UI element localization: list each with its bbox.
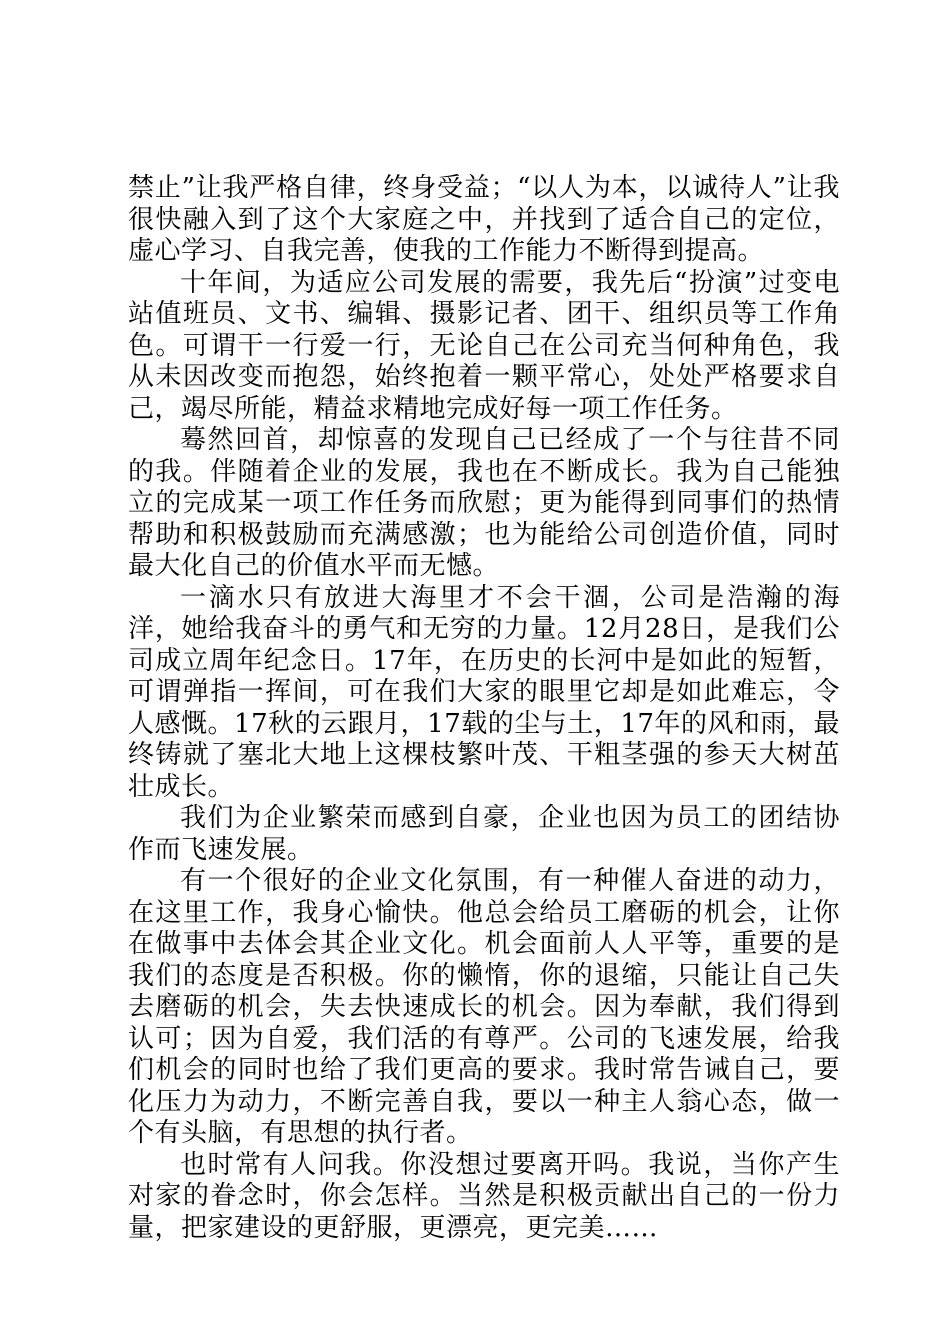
paragraph-5: 我们为企业繁荣而感到自豪，企业也因为员工的团结协作而飞速发展。 — [128, 803, 840, 865]
document-body — [128, 173, 840, 1244]
paragraph-2: 十年间，为适应公司发展的需要，我先后“扮演”过变电站值班员、文书、编辑、摄影记者、团干、组织员等工作角色。可谓干一行爱一行，无论自己在公司充当何种角色，我从未因改变而抱怨，始终抱着一颗平常心，处处严格要求自己，竭尽所能，精益求精地完成好每一项工作任务。 — [128, 267, 840, 424]
paragraph-4: 一滴水只有放进大海里才不会干涸，公司是浩瀚的海洋，她给我奋斗的勇气和无穷的力量。12月28日，是我们公司成立周年纪念日。17年，在历史的长河中是如此的短暂，可谓弹指一挥间，可在我们大家的眼里它却是如此难忘，令人感慨。17秋的云跟月，17载的尘与土，17年的风和雨，最终铸就了塞北大地上这棵枝繁叶茂、干粗茎强的参天大树茁壮成长。 — [128, 582, 840, 802]
paragraph-7: 也时常有人问我。你没想过要离开吗。我说，当你产生对家的眷念时，你会怎样。当然是积极贡献出自己的一份力量，把家建设的更舒服，更漂亮，更完美…… — [128, 1149, 840, 1243]
paragraph-3: 蓦然回首，却惊喜的发现自己已经成了一个与往昔不同的我。伴随着企业的发展，我也在不断成长。我为自己能独立的完成某一项工作任务而欣慰；更为能得到同事们的热情帮助和积极鼓励而充满感激；也为能给公司创造价值，同时最大化自己的价值水平而无憾。 — [128, 425, 840, 581]
paragraph-6: 有一个很好的企业文化氛围，有一种催人奋进的动力，在这里工作，我身心愉快。他总会给员工磨砺的机会，让你在做事中去体会其企业文化。机会面前人人平等，重要的是我们的态度是否积极。你的懒惰，你的退缩，只能让自己失去磨砺的机会，失去快速成长的机会。因为奉献，我们得到认可；因为自爱，我们活的有尊严。公司的飞速发展，给我们机会的同时也给了我们更高的要求。我时常告诫自己，要化压力为动力，不断完善自我，要以一种主人翁心态，做一个有头脑，有思想的执行者。 — [128, 866, 840, 1148]
paragraph-1: 禁止”让我严格自律，终身受益；“以人为本，以诚待人”让我很快融入到了这个大家庭之中，并找到了适合自己的定位，虚心学习、自我完善，使我的工作能力不断得到提高。 — [128, 173, 840, 266]
